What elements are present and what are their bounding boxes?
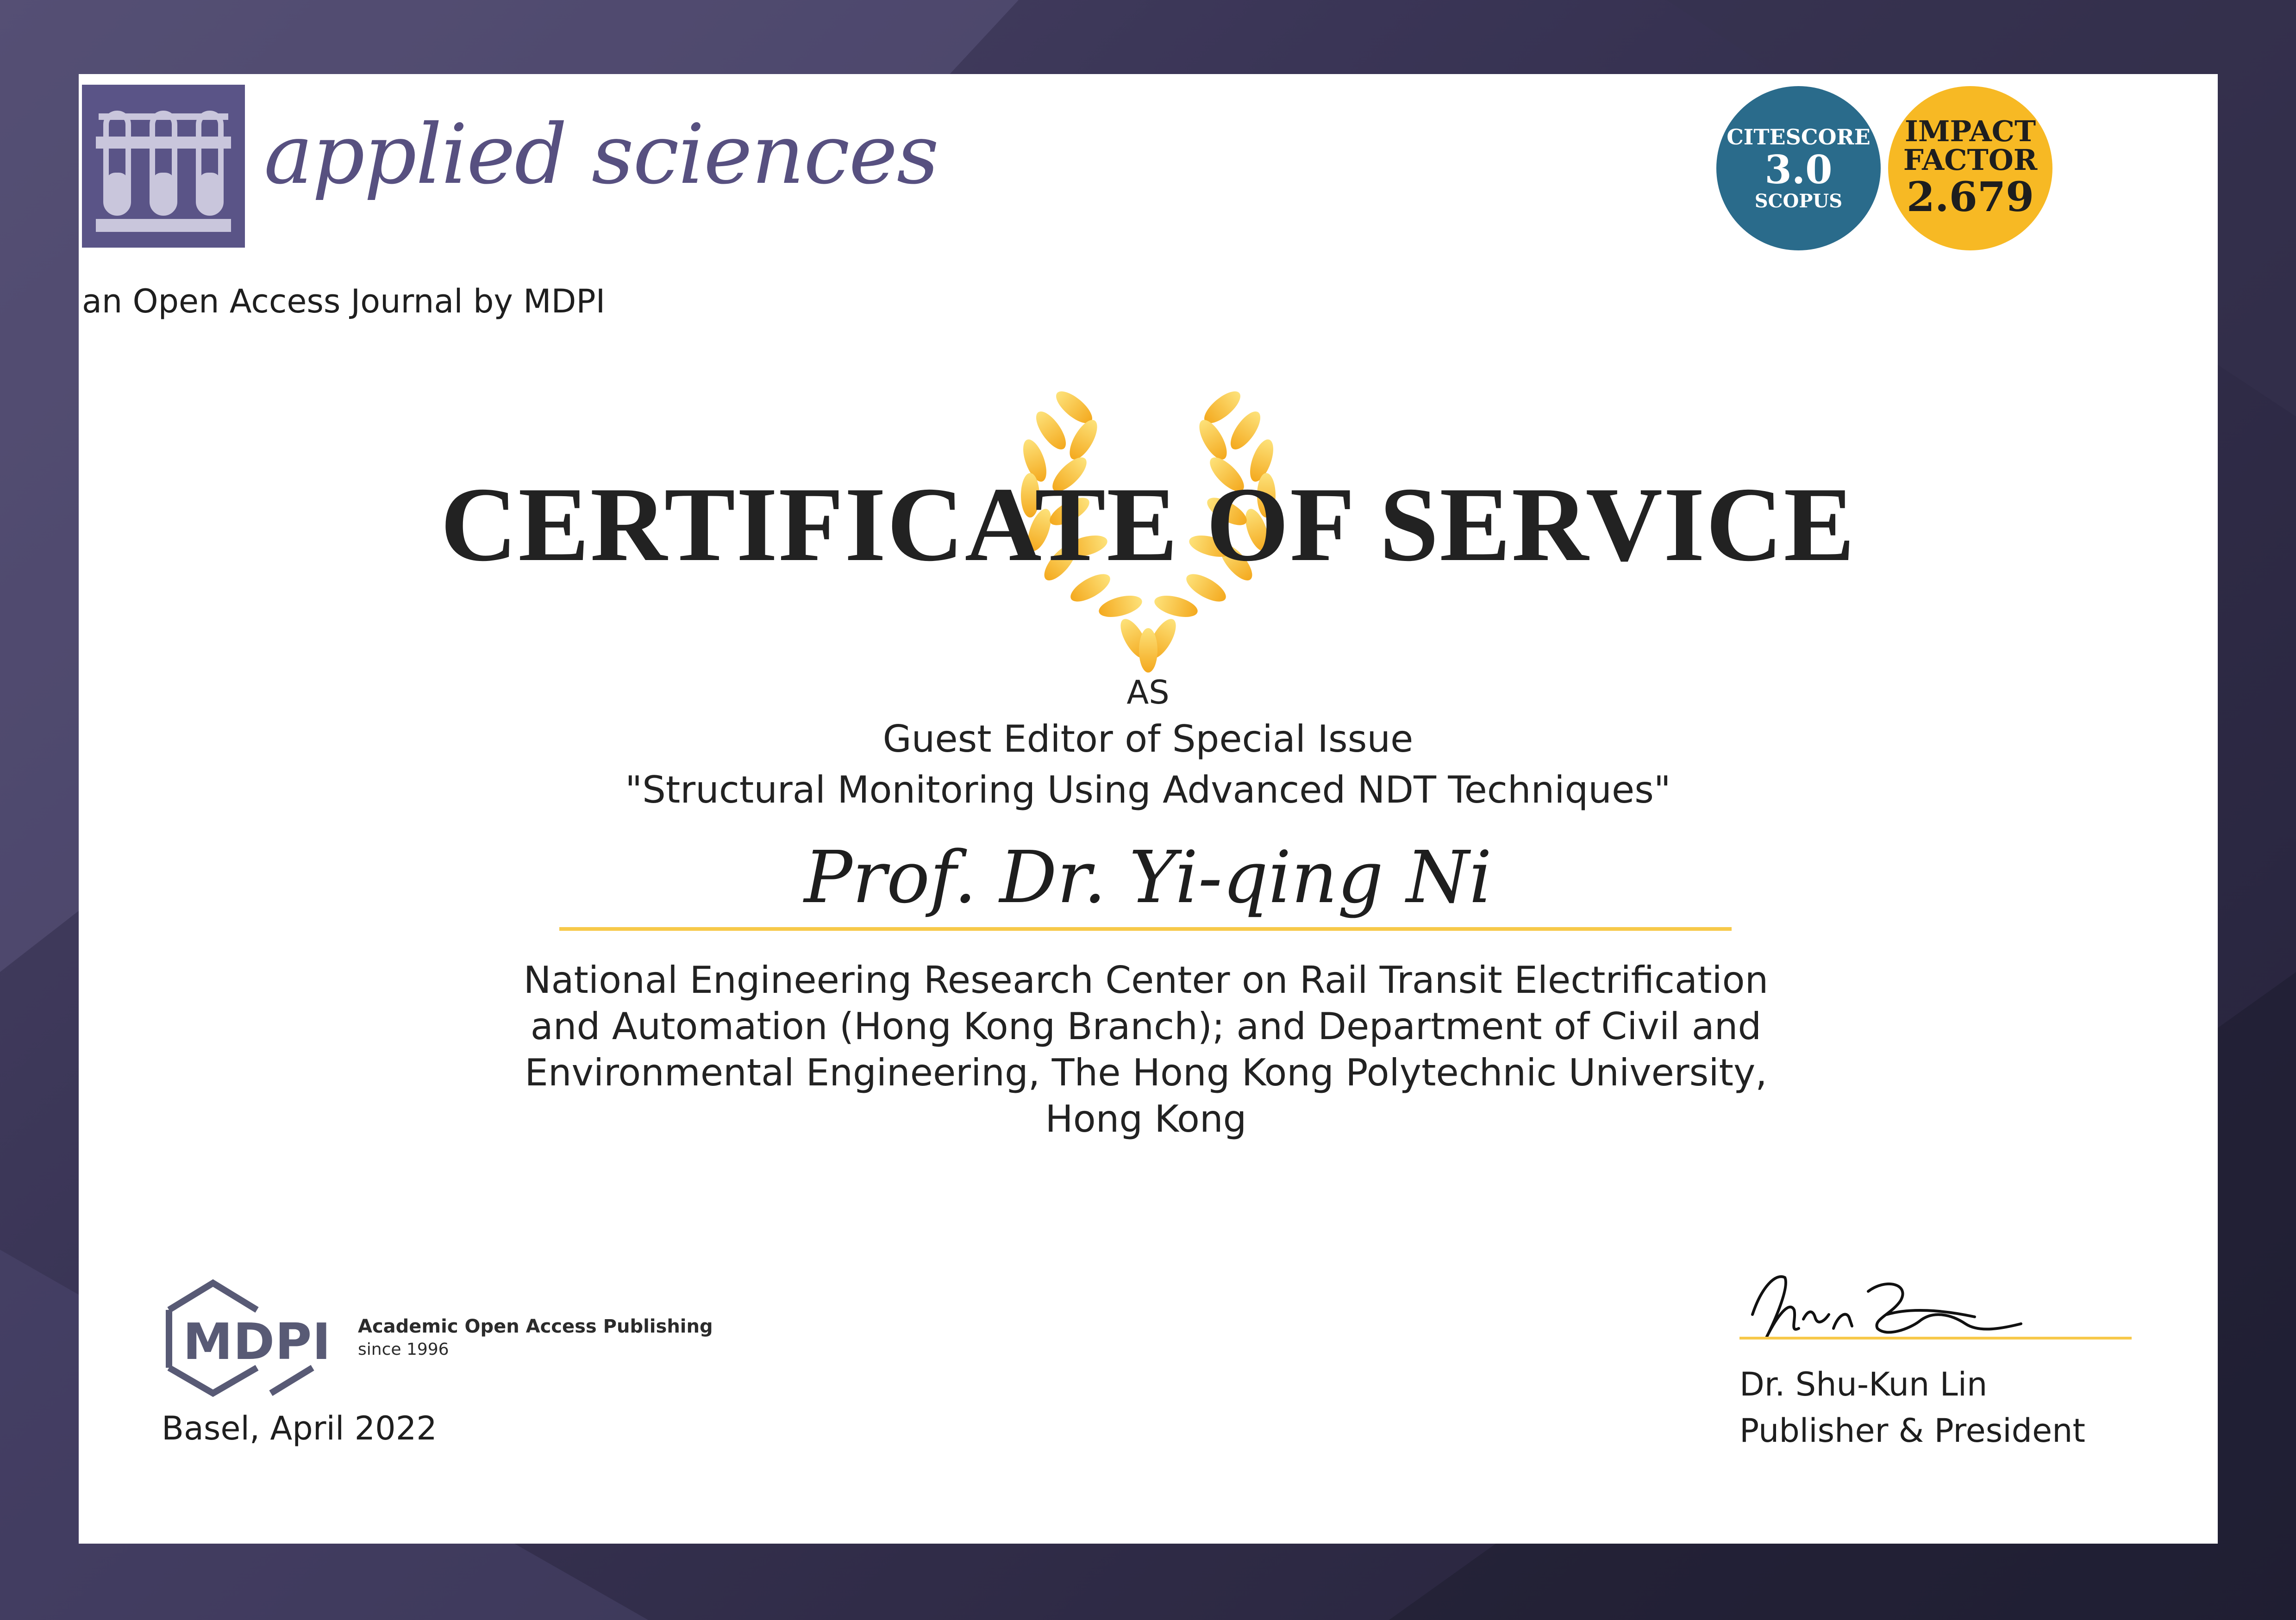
certificate-title: CERTIFICATE OF SERVICE bbox=[440, 465, 1856, 583]
citescore-badge bbox=[1716, 86, 1881, 250]
publisher-since: since 1996 bbox=[358, 1340, 449, 1359]
citescore-value: 3.0 bbox=[1764, 146, 1833, 193]
impact-factor-value: 2.679 bbox=[1906, 172, 2034, 221]
citescore-label: CITESCORE bbox=[1727, 124, 1871, 150]
recipient-underline bbox=[559, 927, 1732, 931]
as-label: AS bbox=[1126, 673, 1170, 711]
citescore-source: SCOPUS bbox=[1754, 190, 1843, 212]
impact-factor-badge bbox=[1888, 86, 2052, 250]
signature-underline bbox=[1739, 1337, 2132, 1340]
recipient-affiliation: National Engineering Research Center on Rail Transit Electrification and Automation (Hong Kong Branch); and Department of Civil and Environmental Engineering, The Hong Kong Polytechnic University, Hong Kong bbox=[523, 959, 1769, 1140]
journal-tagline: an Open Access Journal by MDPI bbox=[82, 282, 606, 320]
role-text: Guest Editor of Special Issue bbox=[882, 717, 1414, 760]
place-and-date: Basel, April 2022 bbox=[162, 1409, 437, 1447]
test-tube-rack-icon bbox=[82, 85, 245, 248]
signatory-name: Dr. Shu-Kun Lin bbox=[1739, 1365, 1988, 1403]
impact-label-2: FACTOR bbox=[1903, 143, 2038, 177]
recipient-name: Prof. Dr. Yi-qing Ni bbox=[804, 835, 1492, 919]
mdpi-logo-text: MDPI bbox=[183, 1313, 332, 1371]
special-issue-title: "Structural Monitoring Using Advanced NDT Techniques" bbox=[625, 768, 1671, 811]
journal-name: applied sciences bbox=[264, 106, 938, 202]
impact-label-1: IMPACT bbox=[1904, 114, 2036, 148]
signatory-title: Publisher & President bbox=[1739, 1412, 2085, 1450]
publisher-tagline: Academic Open Access Publishing bbox=[358, 1316, 713, 1337]
